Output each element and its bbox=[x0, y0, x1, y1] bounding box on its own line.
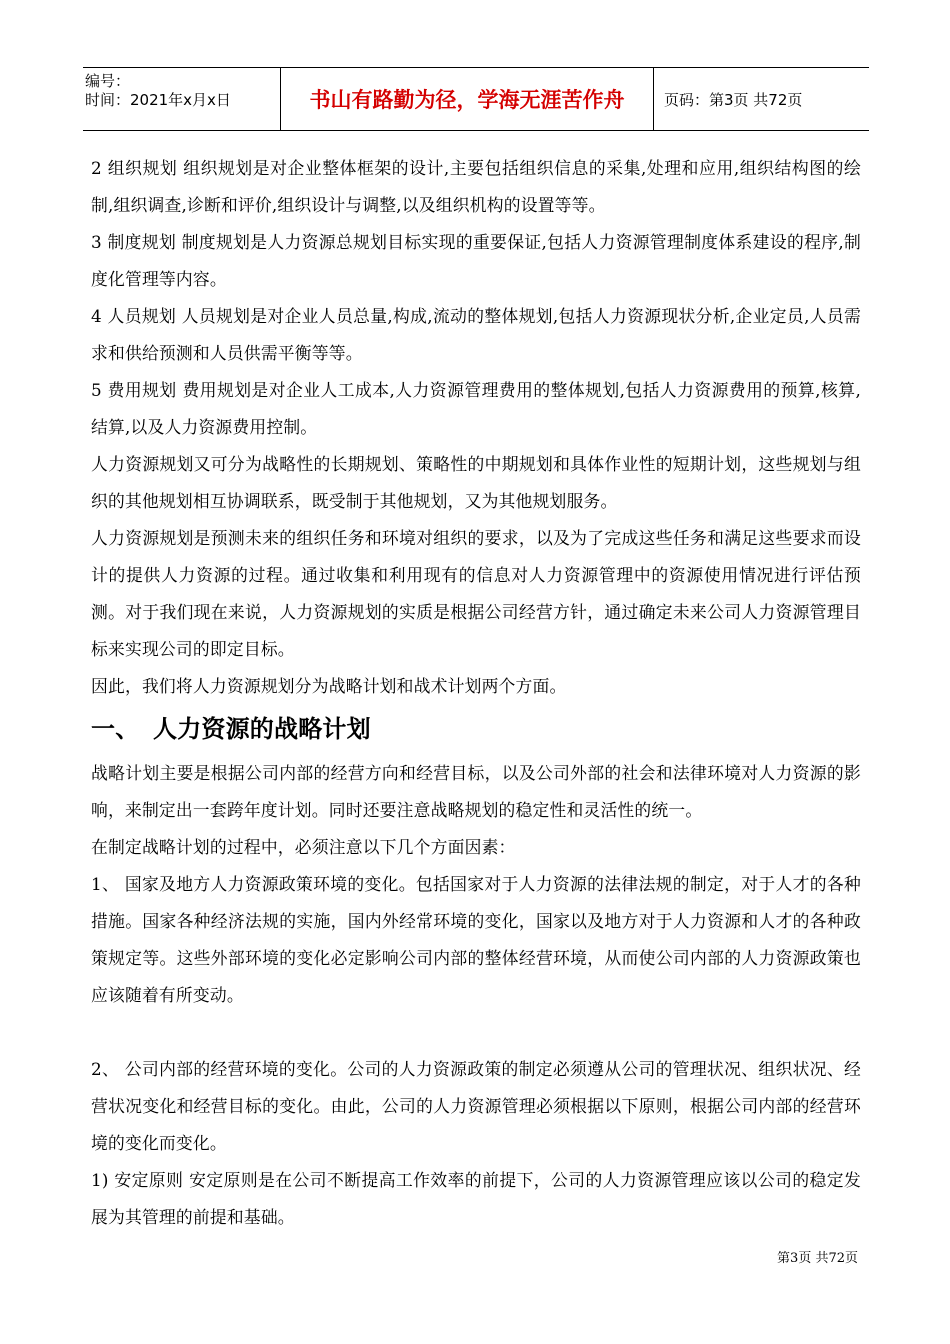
paragraph: 战略计划主要是根据公司内部的经营方向和经营目标，以及公司外部的社会和法律环境对人力资源的影响，来制定出一套跨年度计划。同时还要注意战略规划的稳定性和灵活性的统一。 bbox=[91, 763, 861, 820]
paragraph: 5 费用规划 费用规划是对企业人工成本,人力资源管理费用的整体规划,包括人力资源费用的预算,核算,结算,以及人力资源费用控制。 bbox=[91, 380, 861, 437]
page-footer: 第3页 共72页 bbox=[777, 1251, 858, 1266]
header-motto: 书山有路勤为径，学海无涯苦作舟 bbox=[281, 68, 654, 130]
paragraph: 在制定战略计划的过程中，必须注意以下几个方面因素： bbox=[91, 837, 516, 857]
document-body bbox=[91, 150, 861, 1236]
paragraph: 3 制度规划 制度规划是人力资源总规划目标实现的重要保证,包括人力资源管理制度体系建设的程序,制度化管理等内容。 bbox=[91, 232, 861, 289]
paragraph-spacer bbox=[91, 1014, 861, 1051]
page-header bbox=[83, 67, 869, 131]
section-heading bbox=[91, 709, 861, 749]
header-page-number: 页码：第3页 共72页 bbox=[664, 90, 803, 109]
document-date: 时间：2021年x月x日 bbox=[85, 91, 231, 109]
section-title: 人力资源的战略计划 bbox=[153, 715, 371, 743]
header-meta bbox=[83, 68, 281, 130]
paragraph: 人力资源规划是预测未来的组织任务和环境对组织的要求，以及为了完成这些任务和满足这些要求而设计的提供人力资源的过程。通过收集和利用现有的信息对人力资源管理中的资源使用情况进行评估预测。对于我们现在来说，人力资源规划的实质是根据公司经营方针，通过确定未来公司人力资源管理目标来实现公司的即定目标。 bbox=[91, 528, 861, 659]
paragraph: 1) 安定原则 安定原则是在公司不断提高工作效率的前提下，公司的人力资源管理应该以公司的稳定发展为其管理的前提和基础。 bbox=[91, 1170, 861, 1227]
paragraph: 因此，我们将人力资源规划分为战略计划和战术计划两个方面。 bbox=[91, 676, 567, 696]
paragraph: 2 组织规划 组织规划是对企业整体框架的设计,主要包括组织信息的采集,处理和应用,组织结构图的绘制,组织调查,诊断和评价,组织设计与调整,以及组织机构的设置等等。 bbox=[91, 158, 861, 215]
paragraph: 4 人员规划 人员规划是对企业人员总量,构成,流动的整体规划,包括人力资源现状分析,企业定员,人员需求和供给预测和人员供需平衡等等。 bbox=[91, 306, 861, 363]
document-number-label: 编号： bbox=[85, 72, 131, 90]
paragraph: 人力资源规划又可分为战略性的长期规划、策略性的中期规划和具体作业性的短期计划，这些规划与组织的其他规划相互协调联系，既受制于其他规划，又为其他规划服务。 bbox=[91, 454, 861, 511]
section-number: 一、 bbox=[91, 715, 140, 743]
paragraph: 1、 国家及地方人力资源政策环境的变化。包括国家对于人力资源的法律法规的制定，对于人才的各种措施。国家各种经济法规的实施，国内外经常环境的变化，国家以及地方对于人力资源和人才的各种政策规定等。这些外部环境的变化必定影响公司内部的整体经营环境，从而使公司内部的人力资源政策也应该随着有所变动。 bbox=[91, 874, 861, 1005]
paragraph: 2、 公司内部的经营环境的变化。公司的人力资源政策的制定必须遵从公司的管理状况、组织状况、经营状况变化和经营目标的变化。由此，公司的人力资源管理必须根据以下原则，根据公司内部的经营环境的变化而变化。 bbox=[91, 1059, 861, 1153]
